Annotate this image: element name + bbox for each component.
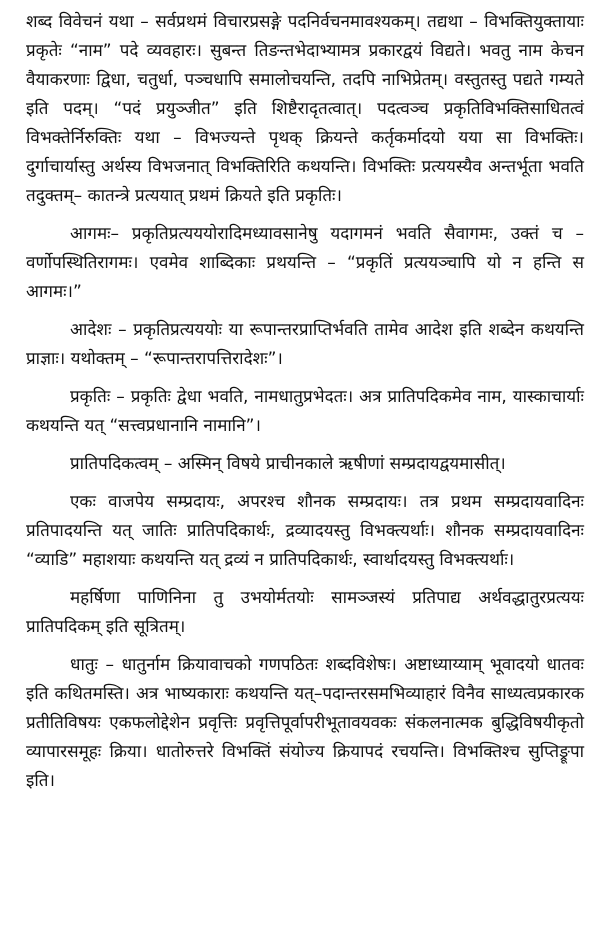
paragraph-agama: आगमः– प्रकृतिप्रत्यययोरादिमध्यावसानेषु यदागमनं भवति सैवागमः, उक्तं च – वर्णोपस्थितिरागमः। एवमेव शाब्दिकाः प्रथयन्ति – “प्रकृतिं प्रत्ययञ्चापि यो न हन्ति स आगमः।” bbox=[26, 224, 584, 302]
paragraph-panini: महर्षिणा पाणिनिना तु उभयोर्मतयोः सामञ्जस्यं प्रतिपाद्य अर्थवद्धातुरप्रत्ययः प्रातिपदिकम् इति सूत्रितम्। bbox=[26, 588, 584, 637]
paragraph-sampradaya: एकः वाजपेय सम्प्रदायः, अपरश्च शौनक सम्प्रदायः। तत्र प्रथम सम्प्रदायवादिनः प्रतिपादयन्ति यत् जातिः प्रातिपदिकार्थः, द्रव्यादयस्तु विभक्त्यर्थाः। शौनक सम्प्रदायवादिनः “व्याडि” महाशयाः कथयन्ति यत् द्रव्यं न प्रातिपदिकार्थः, स्वार्थादयस्तु विभक्त्यर्थाः। bbox=[26, 492, 584, 570]
paragraph-shabda-vivechana: शब्द विवेचनं यथा – सर्वप्रथमं विचारप्रसङ्गे पदनिर्वचनमावश्यकम्। तद्यथा – विभक्तियुक्तायाः प्रकृतेः “नाम” पदे व्यवहारः। सुबन्त तिङन्तभेदाभ्यामत्र प्रकारद्वयं विद्यते। भवतु नाम केचन वैयाकरणाः द्विधा, चतुर्धा, पञ्चधापि समालोचयन्ति, तदपि नाभिप्रेतम्। वस्तुतस्तु पद्यते गम्यते इति पदम्। “पदं प्रयुञ्जीत” इति शिष्टैरादृतत्वात्। पदत्वञ्च प्रकृतिविभक्तिसाधितत्वं विभक्तेर्निरुक्तिः यथा – विभज्यन्ते पृथक् क्रियन्ते कर्तृकर्मादयो यया सा विभक्तिः। दुर्गाचार्यास्तु अर्थस्य विभजनात् विभक्तिरिति कथयन्ति। विभक्तिः प्रत्ययस्यैव अन्तर्भूता भवति तदुक्तम्– कातन्त्रे प्रत्ययात् प्रथमं क्रियते इति प्रकृतिः। bbox=[26, 12, 584, 206]
paragraph-dhatu: धातुः – धातुर्नाम क्रियावाचको गणपठितः शब्दविशेषः। अष्टाध्याय्याम् भूवादयो धातवः इति कथितमस्ति। अत्र भाष्यकाराः कथयन्ति यत्–पदान्तरसमभिव्याहारं विनैव साध्यत्वप्रकारक प्रतीतिविषयः एकफलोद्देशेन प्रवृत्तिः प्रवृत्तिपूर्वापरीभूतावयवकः संकलनात्मक बुद्धिविषयीकृतो व्यापारसमूहः क्रिया। धातोरुत्तरे विभक्तिं संयोज्य क्रियापदं रचयन्ति। विभक्तिश्च सुप्तिङ्रूपा इति। bbox=[26, 655, 584, 791]
paragraph-pratipadikatva: प्रातिपदिकत्वम् – अस्मिन् विषये प्राचीनकाले ऋषीणां सम्प्रदायद्वयमासीत्। bbox=[70, 454, 506, 474]
paragraph-prakriti: प्रकृतिः – प्रकृतिः द्वेधा भवति, नामधातुप्रभेदतः। अत्र प्रातिपदिकमेव नाम, यास्काचार्याः कथयन्ति यत् “सत्त्वप्रधानानि नामानि”। bbox=[26, 387, 584, 436]
paragraph-adesha: आदेशः – प्रकृतिप्रत्यययोः या रूपान्तरप्राप्तिर्भवति तामेव आदेश इति शब्देन कथयन्ति प्राज्ञाः। यथोक्तम् – “रूपान्तरापत्तिरादेशः”। bbox=[26, 320, 584, 369]
